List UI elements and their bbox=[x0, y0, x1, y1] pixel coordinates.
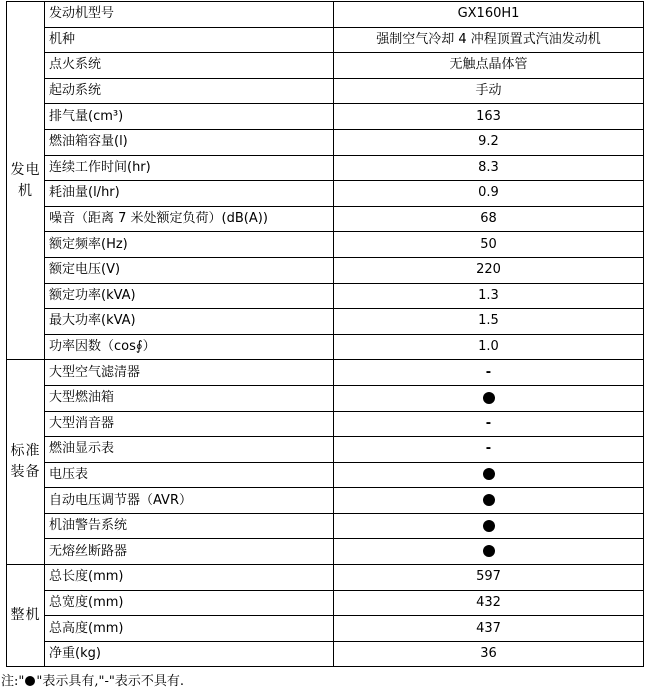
spec-name: 净重(kg) bbox=[45, 641, 334, 667]
spec-value bbox=[334, 206, 644, 232]
table-row bbox=[7, 309, 644, 335]
spec-value-text: 68 bbox=[480, 211, 497, 227]
spec-name: 燃油箱容量(l) bbox=[45, 129, 334, 155]
spec-value bbox=[334, 616, 644, 642]
spec-value bbox=[334, 129, 644, 155]
spec-value-text: 50 bbox=[480, 236, 497, 252]
note-prefix: 注:" bbox=[1, 674, 25, 689]
spec-value bbox=[334, 155, 644, 181]
group-generator: 发电机 bbox=[7, 2, 45, 360]
spec-value bbox=[334, 360, 644, 386]
table-row bbox=[7, 283, 644, 309]
spec-value-text: 163 bbox=[476, 108, 501, 124]
spec-name: 无熔丝断路器 bbox=[45, 539, 334, 565]
spec-value-text: 1.3 bbox=[478, 287, 499, 303]
spec-name: 功率因数（cos∮） bbox=[45, 334, 334, 360]
spec-value bbox=[334, 590, 644, 616]
spec-value-text: 1.5 bbox=[478, 313, 499, 329]
table-row bbox=[7, 2, 644, 28]
spec-name: 总宽度(mm) bbox=[45, 590, 334, 616]
spec-value bbox=[334, 27, 644, 53]
filled-dot-icon bbox=[483, 494, 495, 506]
spec-value bbox=[334, 462, 644, 488]
table-row bbox=[7, 206, 644, 232]
spec-value bbox=[334, 104, 644, 130]
spec-value bbox=[334, 488, 644, 514]
spec-table-body bbox=[7, 2, 644, 667]
spec-value-text: - bbox=[485, 415, 492, 431]
spec-name: 发动机型号 bbox=[45, 2, 334, 28]
spec-name: 额定电压(V) bbox=[45, 257, 334, 283]
spec-value bbox=[334, 539, 644, 565]
spec-value bbox=[334, 565, 644, 591]
table-row bbox=[7, 334, 644, 360]
table-row bbox=[7, 360, 644, 386]
table-row bbox=[7, 616, 644, 642]
spec-name: 机种 bbox=[45, 27, 334, 53]
spec-value-text: 597 bbox=[476, 569, 501, 585]
spec-value-text: 无触点晶体管 bbox=[449, 57, 528, 73]
table-row bbox=[7, 53, 644, 79]
spec-name: 额定功率(kVA) bbox=[45, 283, 334, 309]
filled-dot-icon bbox=[483, 520, 495, 532]
spec-name: 总高度(mm) bbox=[45, 616, 334, 642]
spec-name: 最大功率(kVA) bbox=[45, 309, 334, 335]
group-standard-equipment: 标准装备 bbox=[7, 360, 45, 565]
spec-value-text: 36 bbox=[480, 646, 497, 662]
spec-name: 耗油量(l/hr) bbox=[45, 181, 334, 207]
spec-value-text: 437 bbox=[476, 620, 501, 636]
spec-value bbox=[334, 181, 644, 207]
spec-value bbox=[334, 78, 644, 104]
table-row bbox=[7, 488, 644, 514]
table-row bbox=[7, 590, 644, 616]
spec-value bbox=[334, 513, 644, 539]
table-row bbox=[7, 232, 644, 258]
spec-name: 连续工作时间(hr) bbox=[45, 155, 334, 181]
table-row bbox=[7, 411, 644, 437]
spec-value bbox=[334, 2, 644, 28]
spec-name: 大型消音器 bbox=[45, 411, 334, 437]
note-text: "表示具有,"-"表示不具有. bbox=[36, 674, 184, 689]
spec-name: 燃油显示表 bbox=[45, 437, 334, 463]
spec-value-text: - bbox=[485, 441, 492, 457]
spec-value-text: 0.9 bbox=[478, 185, 499, 201]
spec-value-text: - bbox=[485, 364, 492, 380]
table-row bbox=[7, 641, 644, 667]
spec-name: 点火系统 bbox=[45, 53, 334, 79]
table-row bbox=[7, 104, 644, 130]
spec-table-grid bbox=[6, 1, 644, 667]
spec-name: 机油警告系统 bbox=[45, 513, 334, 539]
spec-value-text: 1.0 bbox=[478, 339, 499, 355]
table-row bbox=[7, 385, 644, 411]
spec-name: 自动电压调节器（AVR） bbox=[45, 488, 334, 514]
table-row bbox=[7, 437, 644, 463]
spec-value-text: 220 bbox=[476, 262, 501, 278]
legend-note bbox=[1, 670, 184, 689]
spec-name: 总长度(mm) bbox=[45, 565, 334, 591]
filled-dot-icon bbox=[483, 468, 495, 480]
table-row bbox=[7, 129, 644, 155]
spec-value bbox=[334, 334, 644, 360]
spec-name: 额定频率(Hz) bbox=[45, 232, 334, 258]
group-whole-unit: 整机 bbox=[7, 565, 45, 667]
table-row bbox=[7, 78, 644, 104]
spec-value-text: 9.2 bbox=[478, 134, 499, 150]
spec-name: 电压表 bbox=[45, 462, 334, 488]
spec-value bbox=[334, 411, 644, 437]
spec-value bbox=[334, 53, 644, 79]
spec-value-text: 432 bbox=[476, 594, 501, 610]
table-row bbox=[7, 513, 644, 539]
filled-dot-icon bbox=[25, 676, 35, 686]
spec-table bbox=[6, 1, 643, 665]
table-row bbox=[7, 181, 644, 207]
spec-name: 起动系统 bbox=[45, 78, 334, 104]
spec-value bbox=[334, 257, 644, 283]
spec-name: 大型空气滤清器 bbox=[45, 360, 334, 386]
spec-name: 大型燃油箱 bbox=[45, 385, 334, 411]
spec-value-text: 强制空气冷却 4 冲程顶置式汽油发动机 bbox=[376, 31, 601, 47]
spec-name: 噪音（距离 7 米处额定负荷）(dB(A)) bbox=[45, 206, 334, 232]
spec-value bbox=[334, 283, 644, 309]
table-row bbox=[7, 539, 644, 565]
spec-value-text: 手动 bbox=[475, 83, 502, 99]
spec-value bbox=[334, 309, 644, 335]
spec-value-text: 8.3 bbox=[478, 159, 499, 175]
table-row bbox=[7, 155, 644, 181]
spec-value bbox=[334, 641, 644, 667]
table-row bbox=[7, 565, 644, 591]
filled-dot-icon bbox=[483, 392, 495, 404]
spec-value-text: GX160H1 bbox=[457, 6, 520, 22]
spec-value bbox=[334, 385, 644, 411]
table-row bbox=[7, 462, 644, 488]
filled-dot-icon bbox=[483, 545, 495, 557]
table-row bbox=[7, 27, 644, 53]
spec-value bbox=[334, 232, 644, 258]
table-row bbox=[7, 257, 644, 283]
spec-name: 排气量(cm³) bbox=[45, 104, 334, 130]
spec-value bbox=[334, 437, 644, 463]
